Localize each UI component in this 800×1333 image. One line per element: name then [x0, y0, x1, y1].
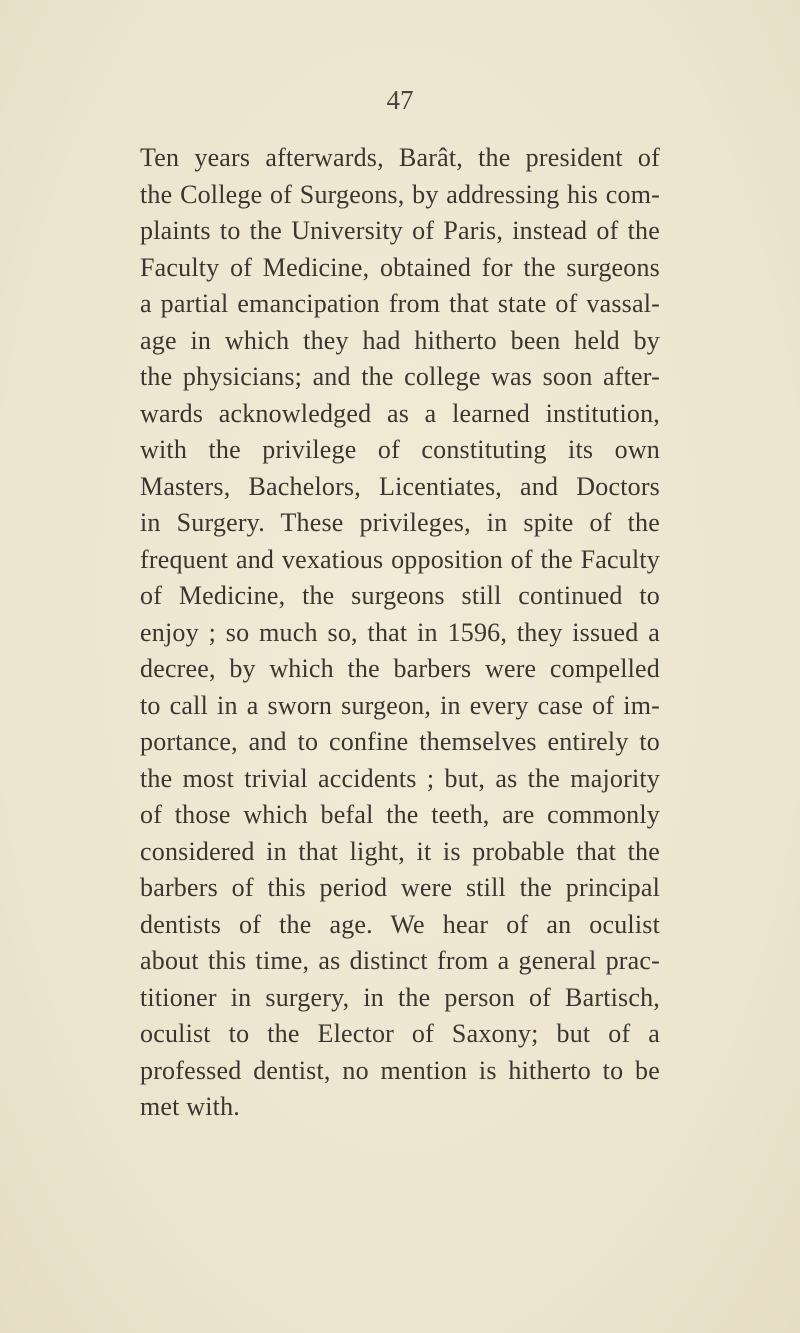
text-line: Masters, Bachelors, Licentiates, and Doctors	[140, 471, 660, 501]
text-line: of Medicine, the surgeons still continued to	[140, 581, 660, 610]
text-line: the College of Surgeons, by addressing his com-	[140, 179, 660, 209]
body-text	[140, 140, 660, 1126]
text-line: plaints to the University of Paris, instead of the	[140, 216, 660, 245]
text-line: wards acknowledged as a learned institution,	[140, 398, 660, 428]
text-line: to call in a sworn surgeon, in every case of im-	[140, 690, 660, 720]
text-line: the physicians; and the college was soon after-	[140, 362, 660, 391]
text-line: the most trivial accidents ; but, as the majority	[140, 763, 660, 793]
text-line: in Surgery. These privileges, in spite of the	[140, 508, 660, 537]
text-line: of those which befal the teeth, are commonly	[140, 800, 660, 829]
text-line: Faculty of Medicine, obtained for the surgeons	[140, 252, 660, 282]
text-line: frequent and vexatious opposition of the Faculty	[140, 544, 660, 574]
page-number: 47	[386, 85, 414, 115]
text-line: barbers of this period were still the principal	[140, 873, 660, 902]
text-line: Ten years afterwards, Barât, the president of	[140, 143, 660, 172]
text-line: considered in that light, it is probable that the	[140, 836, 660, 866]
text-line: oculist to the Elector of Saxony; but of a	[140, 1019, 660, 1048]
text-line: portance, and to confine themselves entirely to	[140, 727, 660, 756]
text-line: titioner in surgery, in the person of Bartisch,	[140, 982, 660, 1012]
text-line: about this time, as distinct from a general prac-	[140, 946, 660, 975]
text-line: age in which they had hitherto been held by	[140, 325, 660, 355]
text-line: professed dentist, no mention is hitherto to be	[140, 1055, 660, 1085]
text-line: enjoy ; so much so, that in 1596, they issued a	[140, 617, 660, 647]
text-line: dentists of the age. We hear of an oculist	[140, 909, 660, 939]
text-line: met with.	[140, 1092, 241, 1121]
text-line: with the privilege of constituting its own	[140, 435, 660, 464]
text-line: a partial emancipation from that state of vassal-	[140, 289, 660, 318]
text-line: decree, by which the barbers were compelled	[140, 654, 660, 683]
